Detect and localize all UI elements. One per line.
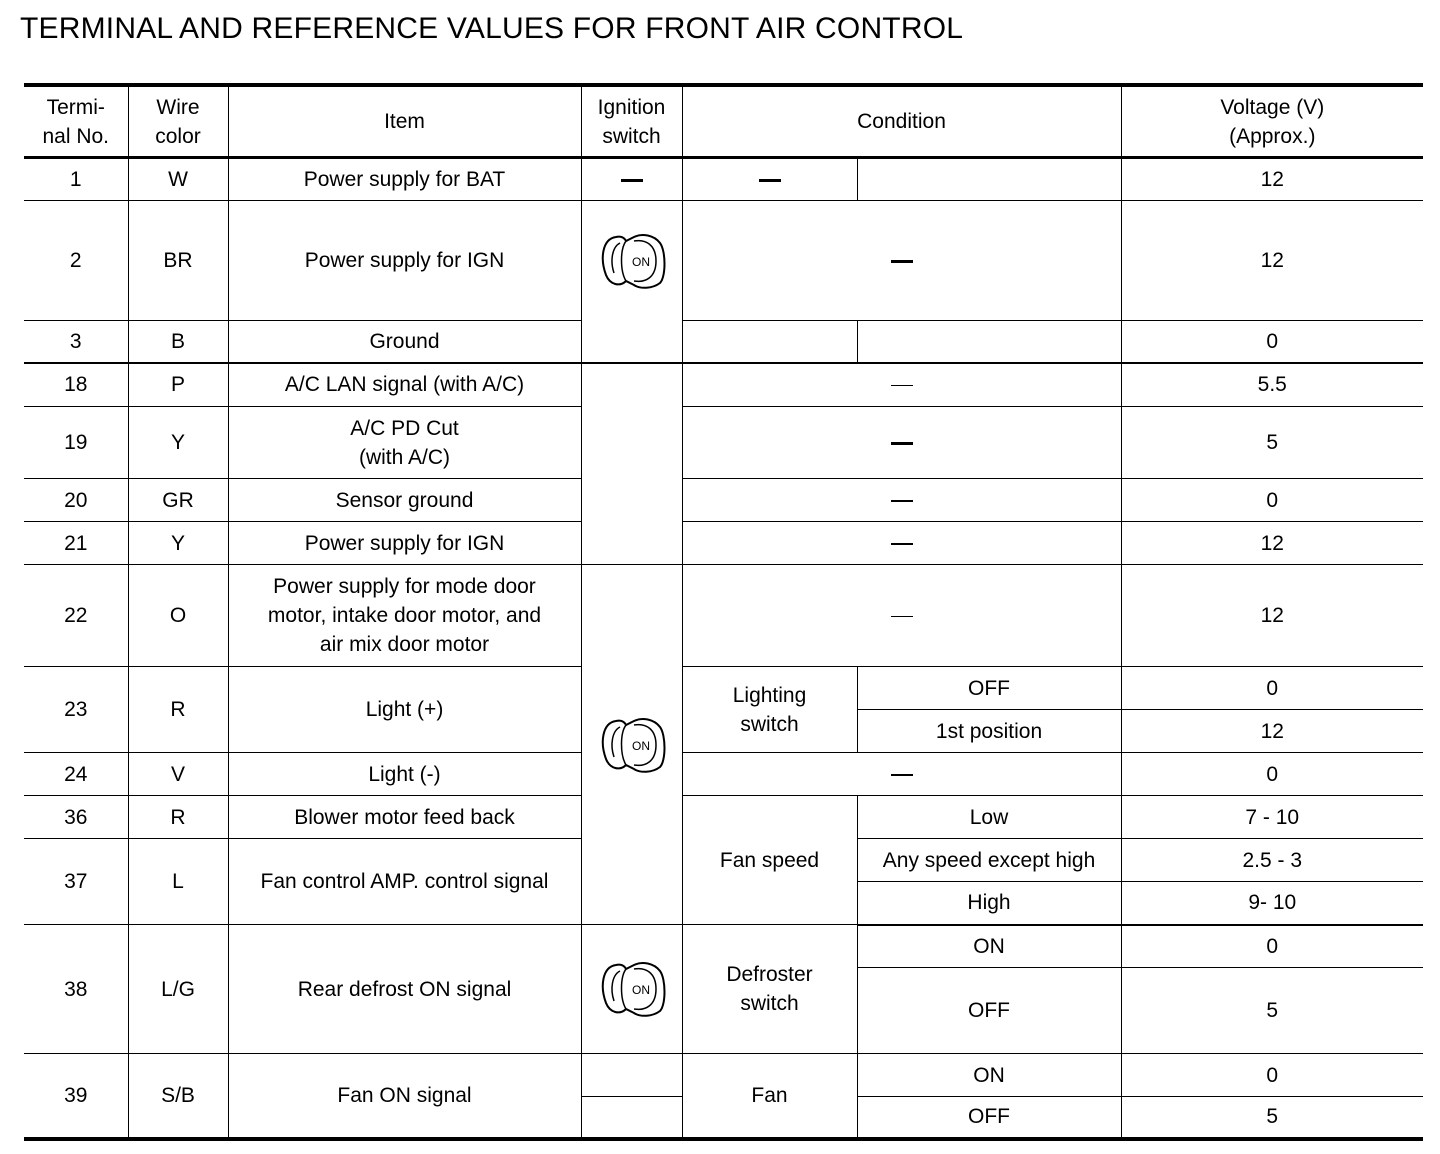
wire-color: S/B: [128, 1054, 228, 1139]
condition-label: [682, 925, 857, 1054]
voltage-value: 12: [1121, 710, 1423, 753]
wire-header: [128, 85, 228, 158]
condition-dash: [682, 158, 857, 201]
item-text-line: A/C PD Cut: [350, 416, 459, 440]
ignition-empty: [581, 1097, 682, 1139]
ignition-header-line2: switch: [602, 124, 661, 148]
condition-label: Fan speed: [682, 796, 857, 925]
sub-condition: ON: [857, 1054, 1121, 1097]
voltage-value: 5: [1121, 968, 1423, 1054]
terminal-header: [24, 85, 128, 158]
wire-color: P: [128, 363, 228, 407]
ignition-dash: [581, 158, 682, 201]
table-row: [24, 201, 1423, 321]
wire-color: V: [128, 753, 228, 796]
terminal-values-table: [24, 83, 1423, 1141]
condition-dash: [682, 479, 1121, 522]
ignition-key-icon: [596, 957, 668, 1021]
voltage-value: 12: [1121, 565, 1423, 667]
voltage-value: 0: [1121, 1054, 1423, 1097]
item-text-line: motor, intake door motor, and: [267, 604, 542, 627]
terminal-header-line1: Termi-: [46, 95, 105, 119]
condition-empty: [857, 321, 1121, 363]
wire-color: B: [128, 321, 228, 363]
voltage-value: 7 - 10: [1121, 796, 1423, 839]
ignition-key-label: ON: [631, 738, 650, 753]
ignition-empty: [581, 363, 682, 565]
item-text-line: (with A/C): [358, 445, 450, 469]
item-text-line: Power supply for mode door: [273, 575, 536, 598]
terminal-number: 36: [24, 796, 128, 839]
item-text: Light (-): [228, 753, 581, 796]
sub-condition: OFF: [857, 968, 1121, 1054]
condition-label-line: switch: [740, 712, 799, 736]
item-text: Blower motor feed back: [228, 796, 581, 839]
condition-dash: [682, 753, 1121, 796]
voltage-value: 0: [1121, 479, 1423, 522]
table-row: [24, 407, 1423, 479]
condition-empty: [857, 158, 1121, 201]
dash-mark: [759, 179, 781, 182]
condition-dash: [682, 522, 1121, 565]
item-text: Rear defrost ON signal: [228, 925, 581, 1054]
ignition-key-label: ON: [631, 254, 650, 269]
ignition-key-cell: [581, 925, 682, 1054]
table-row: [24, 522, 1423, 565]
dash-mark: [891, 774, 913, 776]
ignition-empty: [581, 1054, 682, 1097]
voltage-value: 12: [1121, 201, 1423, 321]
terminal-number: 2: [24, 201, 128, 321]
wire-color: GR: [128, 479, 228, 522]
sub-condition: High: [857, 882, 1121, 925]
item-text: Power supply for IGN: [228, 201, 581, 321]
sub-condition: Any speed except high: [857, 839, 1121, 882]
wire-color: O: [128, 565, 228, 667]
item-text: Sensor ground: [228, 479, 581, 522]
item-text: Fan ON signal: [228, 1054, 581, 1139]
table-row: [24, 363, 1423, 407]
table-row: [24, 925, 1423, 968]
condition-label: [682, 667, 857, 753]
sub-condition: 1st position: [857, 710, 1121, 753]
item-text: Ground: [228, 321, 581, 363]
terminal-number: 19: [24, 407, 128, 479]
sub-condition: Low: [857, 796, 1121, 839]
condition-dash: [682, 201, 1121, 321]
sub-condition: OFF: [857, 1097, 1121, 1139]
terminal-number: 38: [24, 925, 128, 1054]
voltage-value: 5: [1121, 1097, 1423, 1139]
condition-dash: [682, 363, 1121, 407]
table-row: [24, 753, 1423, 796]
condition-empty: [682, 321, 857, 363]
voltage-value: 9- 10: [1121, 882, 1423, 925]
table-row: [24, 479, 1423, 522]
voltage-value: 0: [1121, 753, 1423, 796]
voltage-value: 2.5 - 3: [1121, 839, 1423, 882]
voltage-header: [1121, 85, 1423, 158]
dash-mark: [891, 543, 913, 545]
item-text: [228, 565, 581, 667]
table-row: [24, 796, 1423, 839]
ignition-empty: [581, 321, 682, 363]
voltage-value: 12: [1121, 158, 1423, 201]
condition-dash: [682, 565, 1121, 667]
terminal-number: 21: [24, 522, 128, 565]
terminal-number: 1: [24, 158, 128, 201]
wire-header-line2: color: [155, 124, 201, 148]
dash-mark: [891, 442, 913, 445]
dash-mark: [891, 260, 913, 263]
ignition-header-line1: Ignition: [597, 95, 666, 119]
item-header: Item: [228, 85, 581, 158]
terminal-number: 23: [24, 667, 128, 753]
condition-label-line: switch: [740, 992, 799, 1015]
table-row: [24, 321, 1423, 363]
header-row: [24, 85, 1423, 158]
terminal-number: 20: [24, 479, 128, 522]
ignition-key-cell: [581, 565, 682, 925]
wire-color: L/G: [128, 925, 228, 1054]
wire-color: Y: [128, 522, 228, 565]
ignition-header: [581, 85, 682, 158]
item-text: A/C LAN signal (with A/C): [228, 363, 581, 407]
dash-mark: [891, 616, 913, 618]
ignition-key-label: ON: [631, 983, 650, 997]
item-text: Power supply for IGN: [228, 522, 581, 565]
sub-condition: ON: [857, 925, 1121, 968]
table-row: [24, 667, 1423, 710]
terminal-number: 18: [24, 363, 128, 407]
voltage-value: 5.5: [1121, 363, 1423, 407]
voltage-header-line2: (Approx.): [1229, 124, 1316, 148]
dash-mark: [891, 500, 913, 502]
dash-mark: [891, 385, 913, 387]
ignition-key-icon: [596, 229, 668, 293]
voltage-value: 12: [1121, 522, 1423, 565]
item-text-line: air mix door motor: [319, 633, 490, 656]
terminal-number: 3: [24, 321, 128, 363]
terminal-number: 22: [24, 565, 128, 667]
item-text: Power supply for BAT: [228, 158, 581, 201]
condition-label: Fan: [682, 1054, 857, 1139]
ignition-key-cell: [581, 201, 682, 321]
item-text: [228, 407, 581, 479]
wire-color: R: [128, 796, 228, 839]
voltage-value: 0: [1121, 925, 1423, 968]
voltage-header-line1: Voltage (V): [1220, 95, 1325, 119]
page-title: TERMINAL AND REFERENCE VALUES FOR FRONT AIR CONTROL: [20, 12, 964, 45]
terminal-number: 39: [24, 1054, 128, 1139]
wire-color: R: [128, 667, 228, 753]
wire-header-line1: Wire: [156, 95, 200, 119]
wire-color: W: [128, 158, 228, 201]
condition-dash: [682, 407, 1121, 479]
voltage-value: 5: [1121, 407, 1423, 479]
condition-label-line: Defroster: [726, 963, 813, 986]
wire-color: Y: [128, 407, 228, 479]
condition-header: Condition: [682, 85, 1121, 158]
table-row: [24, 565, 1423, 667]
voltage-value: 0: [1121, 667, 1423, 710]
table-row: [24, 1054, 1423, 1097]
wire-color: BR: [128, 201, 228, 321]
item-text: Fan control AMP. control signal: [228, 839, 581, 925]
item-text: Light (+): [228, 667, 581, 753]
condition-label-line: Lighting: [732, 683, 807, 707]
sub-condition: OFF: [857, 667, 1121, 710]
terminal-header-line2: nal No.: [42, 124, 110, 148]
wire-color: L: [128, 839, 228, 925]
terminal-number: 24: [24, 753, 128, 796]
terminal-number: 37: [24, 839, 128, 925]
voltage-value: 0: [1121, 321, 1423, 363]
dash-mark: [621, 179, 643, 182]
table-row: [24, 158, 1423, 201]
ignition-key-icon: [596, 713, 668, 777]
